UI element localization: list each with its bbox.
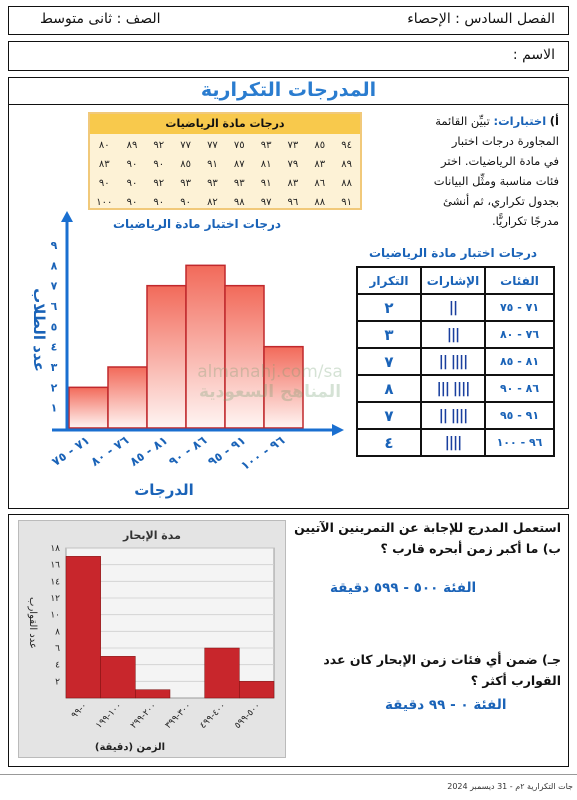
count-cell: ٤ xyxy=(357,429,421,456)
y-tick-label: ١٨ xyxy=(50,544,60,554)
y-axis-arrow xyxy=(61,211,73,222)
table-cell: ٧٧ xyxy=(207,140,218,151)
table-cell: ٧٥ xyxy=(233,140,245,151)
tally-cell: |||| || xyxy=(421,402,485,429)
y-tick-label: ١٤ xyxy=(50,577,60,588)
table-row xyxy=(357,402,554,429)
column-header: الفئات xyxy=(485,267,554,294)
count-cell: ٣ xyxy=(357,321,421,348)
x-tick-label: ٧٦ - ٨٠ xyxy=(88,432,132,469)
count-cell: ٧ xyxy=(357,402,421,429)
histogram-bar xyxy=(147,286,186,428)
x-tick-label: ٢٠٠-٢٩٩ xyxy=(128,701,159,731)
histogram-bar xyxy=(239,681,274,698)
category-cell: ٩٦ - ١٠٠ xyxy=(485,429,554,456)
table-cell: ٩١ xyxy=(341,197,352,208)
frequency-table xyxy=(356,266,555,457)
table-row xyxy=(90,174,360,193)
question-c-line2: القوارب أكثر ؟ xyxy=(470,673,561,688)
y-tick-label: ١ xyxy=(50,401,58,415)
grade-label: الصف : ثانى متوسط xyxy=(40,11,161,27)
part-a-text xyxy=(374,111,559,231)
histogram-bar xyxy=(101,656,136,698)
watermark-text: المناهج السعودية xyxy=(198,382,342,402)
tally-cell: || xyxy=(421,294,485,321)
table-cell: ٩٠ xyxy=(126,197,138,208)
part-a-line: المجاورة درجات اختبار xyxy=(451,134,559,148)
table-cell: ٩٠ xyxy=(180,197,191,208)
table-cell: ٩٣ xyxy=(260,140,272,151)
footer-text: جات التكرارية ٢م - 31 ديسمبر 2024 xyxy=(447,782,573,791)
count-cell: ٧ xyxy=(357,348,421,375)
y-tick-label: ٥ xyxy=(50,320,58,334)
table-cell: ٩٠ xyxy=(153,197,165,208)
table-row xyxy=(357,348,554,375)
table-cell: ١٠٠ xyxy=(96,197,113,208)
answer-c: الفئة ٠ - ٩٩ دقيقة xyxy=(385,697,507,713)
table-cell: ٨٣ xyxy=(98,159,110,170)
raw-scores-table xyxy=(90,136,360,212)
table-cell: ٨٠ xyxy=(98,140,110,151)
name-box xyxy=(8,41,569,71)
histogram-bar xyxy=(205,648,240,698)
table-cell: ٩٣ xyxy=(180,178,191,189)
table-cell: ٨٩ xyxy=(126,140,138,151)
part-a-line: تبيِّن القائمة xyxy=(435,114,490,128)
table-row xyxy=(357,294,554,321)
category-cell: ٧١ - ٧٥ xyxy=(485,294,554,321)
category-cell: ٧٦ - ٨٠ xyxy=(485,321,554,348)
answer-b: الفئة ٥٠٠ - ٥٩٩ دقيقة xyxy=(330,580,477,596)
x-tick-label: ٨٦ - ٩٠ xyxy=(166,432,210,469)
histogram-bar xyxy=(66,556,101,698)
x-tick-label: ٤٠٠-٤٩٩ xyxy=(198,701,229,731)
histogram-bar xyxy=(186,265,225,428)
x-tick-label: ٨١ - ٨٥ xyxy=(127,432,171,469)
table-row xyxy=(357,321,554,348)
table-cell: ٨٣ xyxy=(314,159,326,170)
histogram-bar xyxy=(225,286,264,428)
y-tick-label: ٨ xyxy=(50,259,58,273)
tally-cell: |||| xyxy=(421,429,485,456)
page-title: المدرجات التكرارية xyxy=(200,79,377,101)
y-axis-label: عدد الطلاب xyxy=(30,288,48,372)
part-a-keyword: اختبارات: xyxy=(493,114,547,128)
table-cell: ٩٤ xyxy=(341,140,352,151)
table-row xyxy=(90,155,360,174)
part-a-line: مدرجًا تكراريًّا. xyxy=(491,214,559,228)
y-tick-label: ٢ xyxy=(50,381,58,395)
part-a-line: فئات مناسبة ومثِّل البيانات xyxy=(433,174,559,188)
y-tick-label: ٨ xyxy=(55,627,60,638)
y-tick-label: ٦ xyxy=(50,300,58,313)
category-cell: ٩١ - ٩٥ xyxy=(485,402,554,429)
table-header-row xyxy=(357,267,554,294)
question-b: ب) ما أكبر زمن أبحره قارب ؟ xyxy=(380,541,561,556)
category-cell: ٨٦ - ٩٠ xyxy=(485,375,554,402)
table-row xyxy=(357,429,554,456)
y-tick-label: ٢ xyxy=(55,677,60,688)
y-tick-label: ١٦ xyxy=(50,560,60,571)
table-cell: ٨١ xyxy=(260,159,272,170)
y-axis-label: عدد القوارب xyxy=(27,597,38,649)
table-cell: ٩٣ xyxy=(207,178,218,189)
table-row xyxy=(357,375,554,402)
x-tick-label: ٥٠٠-٥٩٩ xyxy=(232,701,263,731)
y-tick-label: ٣ xyxy=(50,361,58,374)
watermark xyxy=(175,362,365,402)
histogram-bar xyxy=(69,387,108,428)
table-cell: ٩٨ xyxy=(233,197,245,208)
table-cell: ٨٥ xyxy=(314,140,326,151)
tally-cell: |||| || xyxy=(421,348,485,375)
table-cell: ٨٣ xyxy=(287,178,299,189)
column-header: التكرار xyxy=(357,267,421,294)
name-label: الاسم : xyxy=(512,47,555,63)
scores-histogram xyxy=(12,210,352,505)
table-cell: ٩٢ xyxy=(153,140,165,151)
y-tick-label: ١٠ xyxy=(50,610,60,621)
table-cell: ٩٠ xyxy=(153,159,165,170)
instruction-text: استعمل المدرج للإجابة عن التمرينين الآتيين xyxy=(294,520,561,535)
sailing-histogram xyxy=(18,520,286,758)
raw-scores-title: درجات مادة الرياضيات xyxy=(90,114,360,134)
count-cell: ٢ xyxy=(357,294,421,321)
part-a-line: بجدول تكراري، ثم أنشئ xyxy=(443,194,559,208)
y-tick-label: ٧ xyxy=(50,279,58,293)
table-cell: ٧٩ xyxy=(287,159,299,170)
x-tick-label: ٩٦ - ١٠٠ xyxy=(238,432,288,474)
x-tick-label: ٩١ - ٩٥ xyxy=(205,432,249,469)
column-header: الإشارات xyxy=(421,267,485,294)
table-cell: ٨٨ xyxy=(341,178,352,189)
footer-rule xyxy=(0,774,577,775)
tally-cell: ||| xyxy=(421,321,485,348)
table-cell: ٨٢ xyxy=(207,197,218,208)
x-axis-label: الزمن (دقيقة) xyxy=(94,742,166,753)
question-c-line1: جـ) ضمن أي فئات زمن الإبحار كان عدد xyxy=(323,652,561,667)
table-cell: ٨٨ xyxy=(314,197,326,208)
table-cell: ٩١ xyxy=(207,159,218,170)
table-cell: ٨٦ xyxy=(314,178,326,189)
chart-title: مدة الإبحار xyxy=(123,529,181,542)
histogram-bar xyxy=(135,690,170,698)
y-tick-label: ٦ xyxy=(55,644,60,654)
x-tick-label: ٣٠٠-٣٩٩ xyxy=(163,701,194,731)
y-tick-label: ٩ xyxy=(50,239,58,252)
x-axis-arrow xyxy=(332,424,344,436)
table-cell: ٩١ xyxy=(260,178,272,189)
count-cell: ٨ xyxy=(357,375,421,402)
table-cell: ٧٣ xyxy=(287,140,299,151)
x-tick-label: ٠-٩٩ xyxy=(69,701,90,721)
table-cell: ٩٣ xyxy=(233,178,245,189)
histogram-bar xyxy=(108,367,147,428)
x-tick-label: ١٠٠-١٩٩ xyxy=(94,701,125,731)
table-cell: ٩٠ xyxy=(98,178,110,189)
watermark-url: almanahj.com/sa xyxy=(197,362,343,382)
table-cell: ٩٦ xyxy=(287,197,299,208)
table-cell: ٩٧ xyxy=(260,197,272,208)
table-cell: ٩٠ xyxy=(126,159,138,170)
table-cell: ٨٩ xyxy=(341,159,352,170)
table-cell: ٩٠ xyxy=(126,178,138,189)
part-a-label: أ) xyxy=(549,114,559,128)
table-cell: ٧٧ xyxy=(180,140,191,151)
chart-title: درجات اختبار مادة الرياضيات xyxy=(112,217,282,231)
chapter-label: الفصل السادس : الإحصاء xyxy=(407,11,555,27)
y-tick-label: ٤ xyxy=(50,340,58,354)
table-cell: ٨٥ xyxy=(180,159,191,170)
freq-table-title: درجات اختبار مادة الرياضيات xyxy=(368,246,538,260)
table-row xyxy=(90,136,360,155)
x-tick-label: ٧١ - ٧٥ xyxy=(49,432,93,469)
table-cell: ٩٢ xyxy=(153,178,165,189)
category-cell: ٨١ - ٨٥ xyxy=(485,348,554,375)
tally-cell: |||| ||| xyxy=(421,375,485,402)
raw-scores-panel xyxy=(88,112,362,210)
y-tick-label: ٤ xyxy=(55,660,60,671)
y-tick-label: ١٢ xyxy=(50,594,60,604)
x-axis-label: الدرجات xyxy=(134,481,194,499)
part-a-line: في مادة الرياضيات. اختر xyxy=(441,154,559,168)
table-cell: ٨٧ xyxy=(233,159,245,170)
